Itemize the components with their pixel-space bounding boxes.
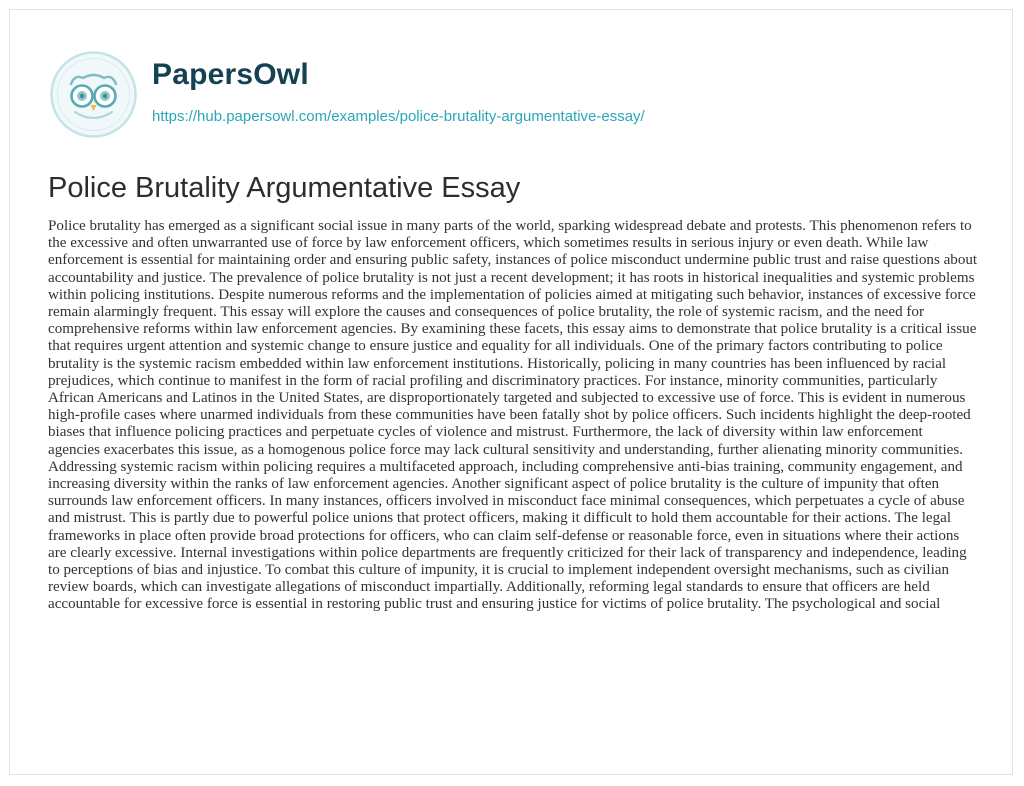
essay-body: Police brutality has emerged as a significant social issue in many parts of the world, sparking widespread debate and protests. This phenomenon refers to the excessive and often unwarranted use of force by law enforcement officers, which sometimes results in serious injury or even death. While law enforcement is essential for maintaining order and ensuring public safety, instances of police misconduct undermine public trust and raise questions about accountability and justice. The prevalence of police brutality is not just a recent development; it has roots in historical inequalities and systemic problems within policing institutions. Despite numerous reforms and the implementation of policies aimed at mitigating such behavior, instances of excessive force remain alarmingly frequent. This essay will explore the causes and consequences of police brutality, the role of systemic racism, and the need for comprehensive reforms within law enforcement agencies. By examining these facets, this essay aims to demonstrate that police brutality is a critical issue that requires urgent attention and systemic change to ensure justice and equality for all individuals. One of the primary factors contributing to police brutality is the systemic racism embedded within law enforcement institutions. Historically, policing in many countries has been influenced by racial prejudices, which continue to manifest in the form of racial profiling and discriminatory practices. For instance, minority communities, particularly African Americans and Latinos in the United States, are disproportionately targeted and subjected to excessive use of force. This is evident in numerous high-profile cases where unarmed individuals from these communities have been fatally shot by police officers. Such incidents highlight the deep-rooted biases that influence policing practices and perpetuate cycles of violence and mistrust. Furthermore, the lack of diversity within law enforcement agencies exacerbates this issue, as a homogenous police force may lack cultural sensitivity and understanding, further alienating minority communities. Addressing systemic racism within policing requires a multifaceted approach, including comprehensive anti-bias training, community engagement, and increasing diversity within the ranks of law enforcement agencies. Another significant aspect of police brutality is the culture of impunity that often surrounds law enforcement officers. In many instances, officers involved in misconduct face minimal consequences, which perpetuates a cycle of abuse and mistrust. This is partly due to powerful police unions that protect officers, making it difficult to hold them accountable for their actions. The legal frameworks in place often provide broad protections for officers, who can claim self-defense or reasonable force, even in situations where their actions are clearly excessive. Internal investigations within police departments are frequently criticized for their lack of transparency and independence, leading to perceptions of bias and injustice. To combat this culture of impunity, it is crucial to implement independent oversight mechanisms, such as civilian review boards, which can investigate allegations of misconduct impartially. Additionally, reforming legal standards to ensure that officers are held accountable for excessive force is essential in restoring public trust and ensuring justice for victims of police brutality. The psychological and social — [48, 218, 978, 613]
essay-title: Police Brutality Argumentative Essay — [48, 172, 521, 204]
owl-icon — [49, 50, 138, 139]
header — [49, 50, 949, 140]
brand-name: PapersOwl — [152, 58, 309, 91]
source-url-link[interactable]: https://hub.papersowl.com/examples/police-brutality-argumentative-essay/ — [152, 108, 645, 125]
